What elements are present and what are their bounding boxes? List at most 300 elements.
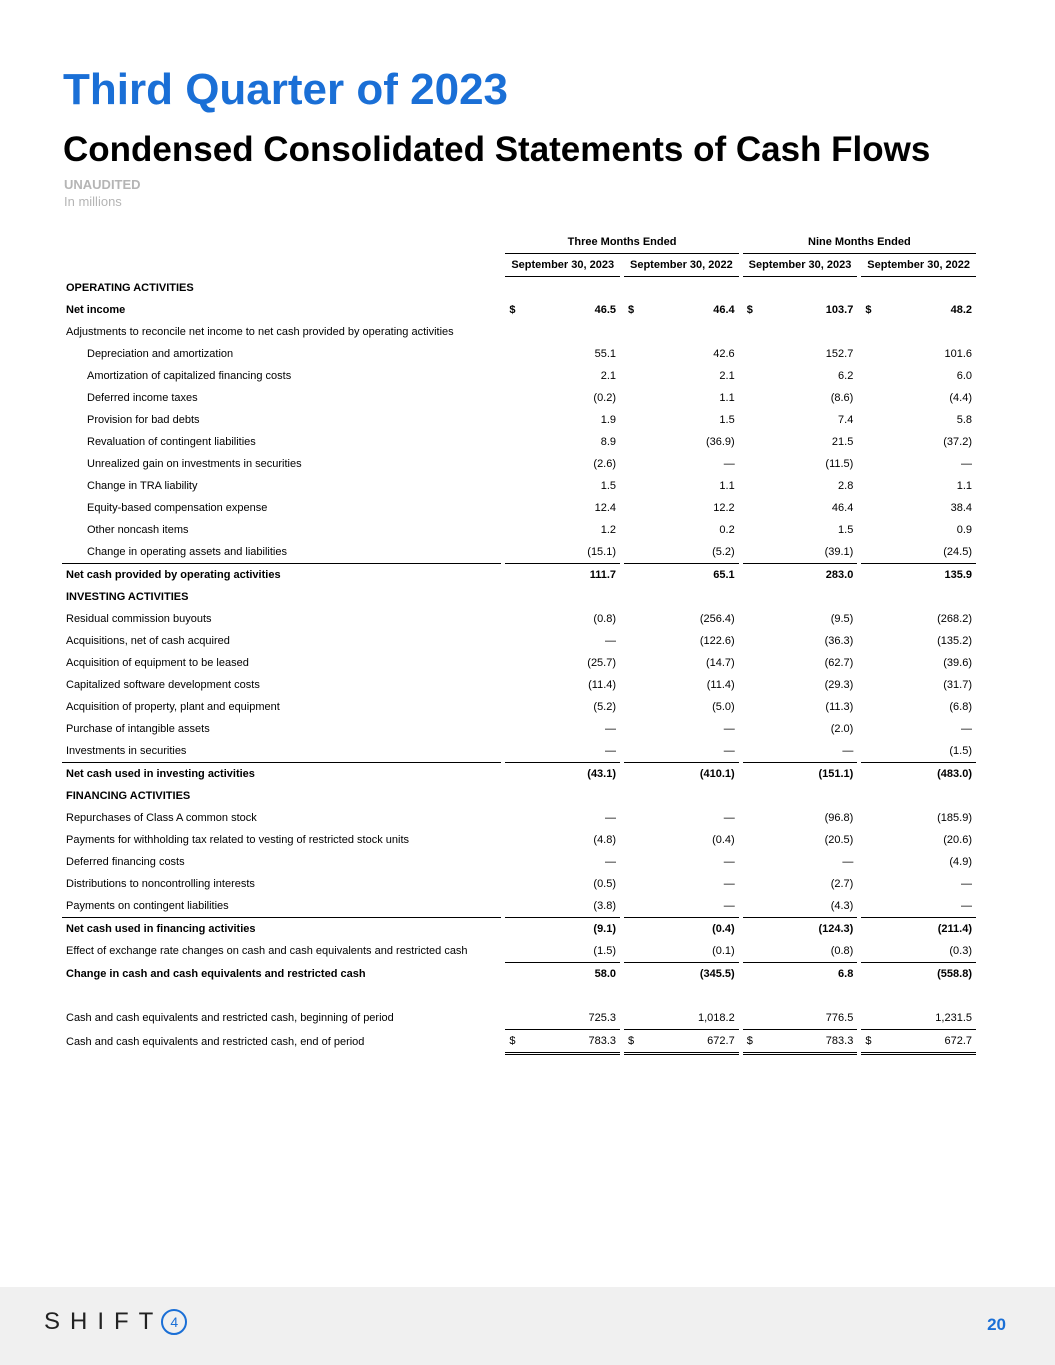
- value-cell: [743, 343, 858, 365]
- value-text: 776.5: [825, 1012, 854, 1024]
- value-cell: [624, 409, 739, 431]
- value-text: 2.1: [719, 370, 735, 382]
- value-text: 12.4: [594, 502, 617, 514]
- value-cell: [743, 1030, 858, 1054]
- column-header-row: [62, 254, 976, 277]
- row-label: Capitalized software development costs: [66, 679, 260, 691]
- value-cell: [861, 963, 976, 986]
- value-text: —: [605, 745, 617, 757]
- value-text: 101.6: [944, 348, 972, 360]
- value-cell: [505, 586, 620, 608]
- table-row: [62, 453, 976, 475]
- value-cell: [743, 387, 858, 409]
- value-text: 55.1: [594, 348, 617, 360]
- value-text: 8.9: [600, 436, 617, 448]
- value-cell: [861, 652, 976, 674]
- value-cell: [624, 1030, 739, 1054]
- value-text: (11.3): [825, 701, 854, 713]
- value-cell: [861, 829, 976, 851]
- table-row: [62, 1007, 976, 1030]
- value-cell: [624, 365, 739, 387]
- row-label: Deferred financing costs: [66, 856, 185, 868]
- value-cell: [743, 365, 858, 387]
- value-cell: [505, 409, 620, 431]
- value-cell: [624, 696, 739, 718]
- value-cell: [624, 321, 739, 343]
- value-cell: [743, 696, 858, 718]
- currency-symbol: $: [746, 1035, 753, 1047]
- value-text: —: [961, 458, 972, 470]
- group-header-row: [62, 231, 976, 254]
- value-text: 135.9: [944, 569, 972, 581]
- unaudited-label: UNAUDITED: [64, 177, 141, 192]
- value-text: (20.5): [824, 834, 854, 846]
- value-text: (4.3): [830, 900, 854, 912]
- row-label: Adjustments to reconcile net income to net cash provided by operating activities: [66, 326, 454, 338]
- table-row: [62, 829, 976, 851]
- value-text: —: [723, 745, 735, 757]
- value-cell: [861, 564, 976, 587]
- value-text: —: [723, 458, 735, 470]
- value-cell: [505, 807, 620, 829]
- table-row: [62, 343, 976, 365]
- value-cell: [861, 851, 976, 873]
- value-cell: [624, 564, 739, 587]
- value-text: (3.8): [593, 900, 617, 912]
- value-cell: [624, 519, 739, 541]
- column-header: September 30, 2023: [743, 254, 858, 277]
- value-text: 46.4: [831, 502, 854, 514]
- value-cell: [505, 674, 620, 696]
- value-cell: [505, 519, 620, 541]
- table-row: [62, 564, 976, 587]
- value-cell: [505, 652, 620, 674]
- value-text: —: [723, 723, 735, 735]
- row-label: Change in TRA liability: [87, 480, 198, 492]
- value-text: (135.2): [937, 635, 972, 647]
- value-text: (410.1): [699, 768, 735, 780]
- value-text: 6.0: [956, 370, 972, 382]
- value-text: (29.3): [824, 679, 854, 691]
- column-header: September 30, 2022: [624, 254, 739, 277]
- row-label: Net cash used in investing activities: [62, 763, 501, 786]
- value-text: 58.0: [594, 968, 617, 980]
- value-cell: [505, 299, 620, 321]
- table-row: [62, 541, 976, 564]
- table-row: [62, 630, 976, 652]
- value-cell: [505, 873, 620, 895]
- value-text: 1.9: [600, 414, 617, 426]
- value-text: (43.1): [587, 768, 617, 780]
- value-text: 7.4: [838, 414, 854, 426]
- value-text: (1.5): [593, 945, 617, 957]
- table-row: [62, 387, 976, 409]
- value-cell: [743, 674, 858, 696]
- value-text: (37.2): [943, 436, 972, 448]
- cash-flow-table-container: [62, 231, 976, 1055]
- value-cell: [505, 740, 620, 763]
- row-label: Depreciation and amortization: [87, 348, 234, 360]
- value-cell: [505, 763, 620, 786]
- column-header: September 30, 2022: [861, 254, 976, 277]
- value-cell: [861, 718, 976, 740]
- value-cell: [743, 940, 858, 963]
- value-cell: [743, 807, 858, 829]
- table-row: [62, 873, 976, 895]
- value-text: (4.9): [949, 856, 972, 868]
- value-cell: [861, 453, 976, 475]
- value-cell: [624, 851, 739, 873]
- value-cell: [861, 763, 976, 786]
- value-text: (62.7): [824, 657, 854, 669]
- value-text: —: [842, 856, 854, 868]
- value-text: (0.1): [712, 945, 735, 957]
- value-cell: [624, 940, 739, 963]
- value-cell: [624, 586, 739, 608]
- value-cell: [505, 277, 620, 300]
- value-cell: [743, 785, 858, 807]
- value-cell: [861, 277, 976, 300]
- value-cell: [861, 873, 976, 895]
- table-row: [62, 851, 976, 873]
- value-cell: [624, 763, 739, 786]
- value-text: 111.7: [589, 569, 617, 581]
- value-cell: [624, 718, 739, 740]
- value-cell: [743, 541, 858, 564]
- value-cell: [861, 475, 976, 497]
- table-row: [62, 409, 976, 431]
- table-row: [62, 519, 976, 541]
- row-label: Revaluation of contingent liabilities: [87, 436, 256, 448]
- value-text: (11.4): [706, 679, 735, 691]
- value-text: (39.6): [943, 657, 972, 669]
- value-cell: [861, 608, 976, 630]
- value-cell: [624, 343, 739, 365]
- value-cell: [861, 541, 976, 564]
- value-cell: [743, 497, 858, 519]
- row-label: Effect of exchange rate changes on cash and cash equivalents and restricted cash: [66, 945, 468, 958]
- value-text: 1.5: [838, 524, 854, 536]
- value-cell: [743, 409, 858, 431]
- logo-wordmark: SHIFT: [44, 1308, 164, 1335]
- row-label: Other noncash items: [87, 524, 189, 536]
- value-cell: [624, 895, 739, 918]
- table-row: [62, 608, 976, 630]
- value-text: (2.6): [593, 458, 617, 470]
- value-text: 1.5: [600, 480, 617, 492]
- value-cell: [624, 1007, 739, 1030]
- value-text: (11.4): [588, 679, 617, 691]
- value-text: 2.1: [600, 370, 617, 382]
- value-text: (1.5): [949, 745, 972, 757]
- value-text: 48.2: [950, 304, 972, 316]
- value-cell: [861, 674, 976, 696]
- value-cell: [505, 475, 620, 497]
- value-text: (256.4): [699, 613, 735, 625]
- value-text: 0.9: [956, 524, 972, 536]
- value-text: —: [961, 900, 972, 912]
- value-cell: [505, 785, 620, 807]
- value-cell: [624, 431, 739, 453]
- value-cell: [861, 785, 976, 807]
- value-text: (5.2): [593, 701, 617, 713]
- value-cell: [624, 873, 739, 895]
- row-label: Cash and cash equivalents and restricted cash, end of period: [66, 1035, 365, 1048]
- value-text: —: [961, 878, 972, 890]
- value-text: 2.8: [838, 480, 854, 492]
- value-text: (8.6): [830, 392, 854, 404]
- row-label: Repurchases of Class A common stock: [66, 812, 257, 824]
- value-text: (39.1): [824, 546, 854, 558]
- value-text: 6.2: [838, 370, 854, 382]
- table-row: [62, 475, 976, 497]
- value-text: 38.4: [950, 502, 972, 514]
- currency-symbol: $: [509, 1035, 516, 1047]
- value-text: (151.1): [818, 768, 854, 780]
- table-row: [62, 497, 976, 519]
- column-header: September 30, 2023: [505, 254, 620, 277]
- value-text: (36.9): [705, 436, 735, 448]
- value-cell: [624, 541, 739, 564]
- currency-symbol: $: [746, 304, 753, 316]
- value-text: —: [605, 723, 617, 735]
- value-cell: [505, 453, 620, 475]
- value-cell: [624, 918, 739, 941]
- table-row: [62, 674, 976, 696]
- value-text: (25.7): [587, 657, 617, 669]
- logo-mark-icon: 4: [161, 1309, 187, 1335]
- page-number: 20: [987, 1315, 1006, 1334]
- value-cell: [624, 475, 739, 497]
- value-cell: [743, 321, 858, 343]
- row-label: FINANCING ACTIVITIES: [66, 790, 191, 802]
- table-row: [62, 277, 976, 300]
- row-label: Investments in securities: [66, 745, 187, 757]
- value-cell: [505, 343, 620, 365]
- value-cell: [743, 1007, 858, 1030]
- spacer-row: [62, 985, 976, 1007]
- value-cell: [505, 963, 620, 986]
- row-label: Equity-based compensation expense: [87, 502, 268, 514]
- value-text: 1.5: [719, 414, 735, 426]
- value-text: (211.4): [937, 923, 972, 935]
- value-text: (558.8): [937, 968, 972, 980]
- row-label: Provision for bad debts: [87, 414, 200, 426]
- value-cell: [861, 365, 976, 387]
- value-cell: [624, 299, 739, 321]
- value-text: (185.9): [937, 812, 972, 824]
- value-cell: [861, 807, 976, 829]
- value-text: 46.4: [713, 304, 735, 316]
- row-label: Purchase of intangible assets: [66, 723, 210, 735]
- value-cell: [505, 321, 620, 343]
- value-text: 103.7: [825, 304, 854, 316]
- value-text: —: [723, 812, 735, 824]
- value-cell: [861, 299, 976, 321]
- table-row: [62, 940, 976, 963]
- value-text: 783.3: [588, 1035, 617, 1047]
- value-text: 6.8: [838, 968, 854, 980]
- value-cell: [861, 387, 976, 409]
- table-row: [62, 652, 976, 674]
- value-cell: [743, 895, 858, 918]
- row-label: Payments on contingent liabilities: [66, 900, 229, 912]
- value-cell: [624, 785, 739, 807]
- value-cell: [861, 1007, 976, 1030]
- value-cell: [743, 431, 858, 453]
- value-cell: [861, 940, 976, 963]
- value-cell: [505, 1007, 620, 1030]
- value-cell: [743, 851, 858, 873]
- value-cell: [505, 851, 620, 873]
- row-label: Acquisition of equipment to be leased: [66, 657, 249, 669]
- page-footer: [0, 1287, 1055, 1365]
- value-cell: [505, 431, 620, 453]
- page-title: Third Quarter of 2023: [63, 65, 509, 114]
- value-cell: [861, 740, 976, 763]
- table-row: [62, 763, 976, 786]
- row-label: Distributions to noncontrolling interests: [66, 878, 255, 890]
- value-text: —: [605, 812, 617, 824]
- value-text: —: [723, 900, 735, 912]
- table-row: [62, 718, 976, 740]
- table-row: [62, 365, 976, 387]
- table-row: [62, 696, 976, 718]
- currency-symbol: $: [628, 1035, 635, 1047]
- value-cell: [505, 608, 620, 630]
- value-text: (5.0): [712, 701, 735, 713]
- value-cell: [743, 918, 858, 941]
- value-cell: [861, 630, 976, 652]
- value-text: (0.5): [593, 878, 617, 890]
- value-text: 42.6: [713, 348, 735, 360]
- value-cell: [861, 918, 976, 941]
- value-cell: [624, 387, 739, 409]
- value-cell: [505, 1030, 620, 1054]
- value-cell: [505, 630, 620, 652]
- table-row: [62, 321, 976, 343]
- value-text: (9.1): [593, 923, 617, 935]
- value-text: (20.6): [943, 834, 972, 846]
- value-text: (268.2): [937, 613, 972, 625]
- value-text: (5.2): [712, 546, 735, 558]
- units-label: In millions: [64, 194, 122, 209]
- value-cell: [861, 586, 976, 608]
- value-cell: [743, 299, 858, 321]
- table-row: [62, 963, 976, 986]
- value-text: 152.7: [825, 348, 854, 360]
- value-cell: [505, 895, 620, 918]
- value-cell: [743, 519, 858, 541]
- statement-title: Condensed Consolidated Statements of Cash Flows: [63, 130, 931, 169]
- table-row: [62, 895, 976, 918]
- value-cell: [743, 630, 858, 652]
- value-text: 1,231.5: [935, 1012, 972, 1024]
- value-text: 725.3: [588, 1012, 617, 1024]
- value-cell: [624, 453, 739, 475]
- table-row: [62, 586, 976, 608]
- currency-symbol: $: [509, 304, 516, 316]
- row-label: Acquisition of property, plant and equipment: [66, 701, 280, 713]
- currency-symbol: $: [865, 304, 872, 316]
- table-row: [62, 1030, 976, 1054]
- value-cell: [624, 963, 739, 986]
- row-label: Residual commission buyouts: [66, 613, 212, 625]
- value-cell: [743, 277, 858, 300]
- value-text: 5.8: [956, 414, 972, 426]
- row-label: Net income: [66, 304, 126, 316]
- value-text: (6.8): [949, 701, 972, 713]
- value-text: (31.7): [943, 679, 972, 691]
- value-cell: [624, 740, 739, 763]
- cash-flow-table: [62, 231, 976, 1055]
- value-text: —: [605, 856, 617, 868]
- value-text: (11.5): [825, 458, 854, 470]
- value-cell: [743, 963, 858, 986]
- value-text: (96.8): [824, 812, 854, 824]
- value-cell: [505, 541, 620, 564]
- table-row: [62, 807, 976, 829]
- value-text: (36.3): [824, 635, 854, 647]
- value-cell: [743, 873, 858, 895]
- value-cell: [624, 277, 739, 300]
- value-cell: [743, 652, 858, 674]
- value-cell: [624, 829, 739, 851]
- value-cell: [861, 343, 976, 365]
- value-cell: [861, 696, 976, 718]
- value-text: (15.1): [587, 546, 617, 558]
- row-label: Amortization of capitalized financing costs: [87, 370, 292, 382]
- row-label: Change in cash and cash equivalents and restricted cash: [66, 967, 366, 980]
- value-text: (14.7): [705, 657, 735, 669]
- value-text: —: [961, 723, 972, 735]
- value-text: 1.1: [956, 480, 972, 492]
- value-cell: [743, 453, 858, 475]
- value-text: 672.7: [707, 1035, 735, 1047]
- table-row: [62, 299, 976, 321]
- value-text: (0.4): [712, 834, 735, 846]
- value-cell: [861, 431, 976, 453]
- value-text: 672.7: [944, 1035, 972, 1047]
- currency-symbol: $: [865, 1035, 872, 1047]
- value-cell: [624, 674, 739, 696]
- value-cell: [743, 586, 858, 608]
- value-text: (122.6): [699, 635, 735, 647]
- value-text: (0.8): [593, 613, 617, 625]
- row-label: Net cash provided by operating activities: [62, 564, 501, 587]
- value-cell: [743, 475, 858, 497]
- value-cell: [861, 321, 976, 343]
- value-cell: [624, 608, 739, 630]
- value-cell: [505, 918, 620, 941]
- value-cell: [505, 387, 620, 409]
- value-cell: [743, 608, 858, 630]
- value-text: 0.2: [719, 524, 735, 536]
- value-text: 1,018.2: [697, 1012, 735, 1024]
- value-text: 1.2: [600, 524, 617, 536]
- value-cell: [743, 564, 858, 587]
- value-cell: [624, 807, 739, 829]
- value-text: (24.5): [943, 546, 972, 558]
- shift4-logo: [44, 1307, 187, 1337]
- row-label: Cash and cash equivalents and restricted cash, beginning of period: [66, 1012, 394, 1025]
- value-cell: [505, 497, 620, 519]
- row-label: Net cash used in financing activities: [62, 918, 501, 941]
- value-cell: [861, 895, 976, 918]
- value-cell: [624, 630, 739, 652]
- table-row: [62, 918, 976, 941]
- value-text: 12.2: [713, 502, 735, 514]
